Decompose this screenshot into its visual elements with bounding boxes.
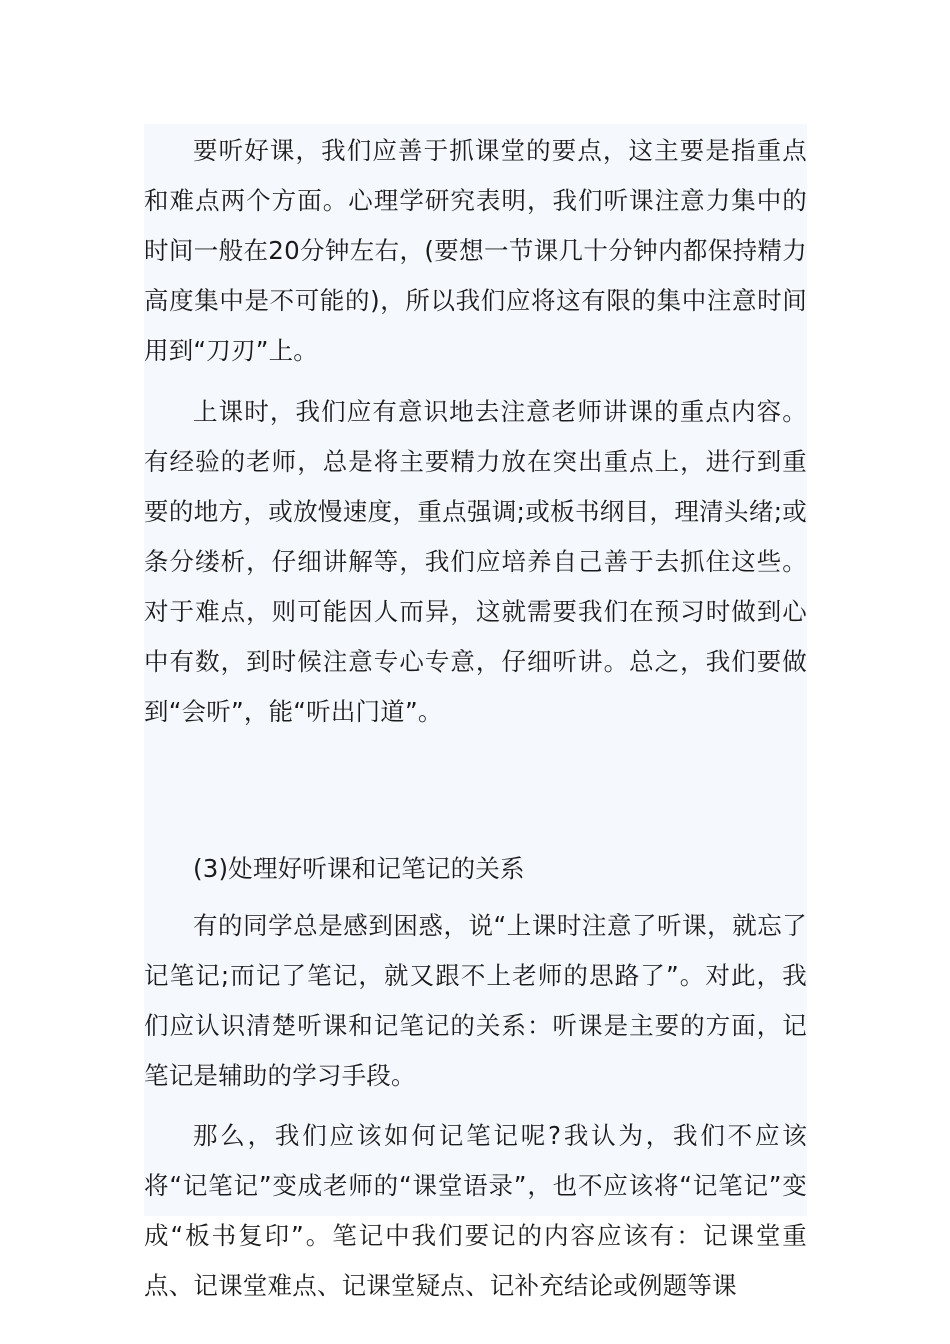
paragraph-how-to-take-notes: 那么，我们应该如何记笔记呢?我认为，我们不应该将“记笔记”变成老师的“课堂语录”，也不应该将“记笔记”变成“板书复印”。笔记中我们要记的内容应该有：记课堂重点、记课堂难点、记课堂疑点、记补充结论或例题等课: [144, 1121, 807, 1300]
paragraph-notes-relationship: 有的同学总是感到困惑，说“上课时注意了听课，就忘了记笔记;而记了笔记，就又跟不上老师的思路了”。对此，我们应认识清楚听课和记笔记的关系：听课是主要的方面，记笔记是辅助的学习手段。: [144, 911, 807, 1090]
text-block: [144, 124, 807, 1300]
section-heading-listening-and-notes: (3)处理好听课和记笔记的关系: [193, 854, 525, 883]
paragraph-listening-focus: 要听好课，我们应善于抓课堂的要点，这主要是指重点和难点两个方面。心理学研究表明，我们听课注意力集中的时间一般在20分钟左右，(要想一节课几十分钟内都保持精力高度集中是不可能的)，所以我们应将这有限的集中注意时间用到“刀刃”上。: [144, 136, 807, 365]
paragraph-class-key-points: 上课时，我们应有意识地去注意老师讲课的重点内容。有经验的老师，总是将主要精力放在突出重点上，进行到重要的地方，或放慢速度，重点强调;或板书纲目，理清头绪;或条分缕析，仔细讲解等，我们应培养自己善于去抓住这些。对于难点，则可能因人而异，这就需要我们在预习时做到心中有数，到时候注意专心专意，仔细听讲。总之，我们要做到“会听”，能“听出门道”。: [144, 397, 807, 726]
